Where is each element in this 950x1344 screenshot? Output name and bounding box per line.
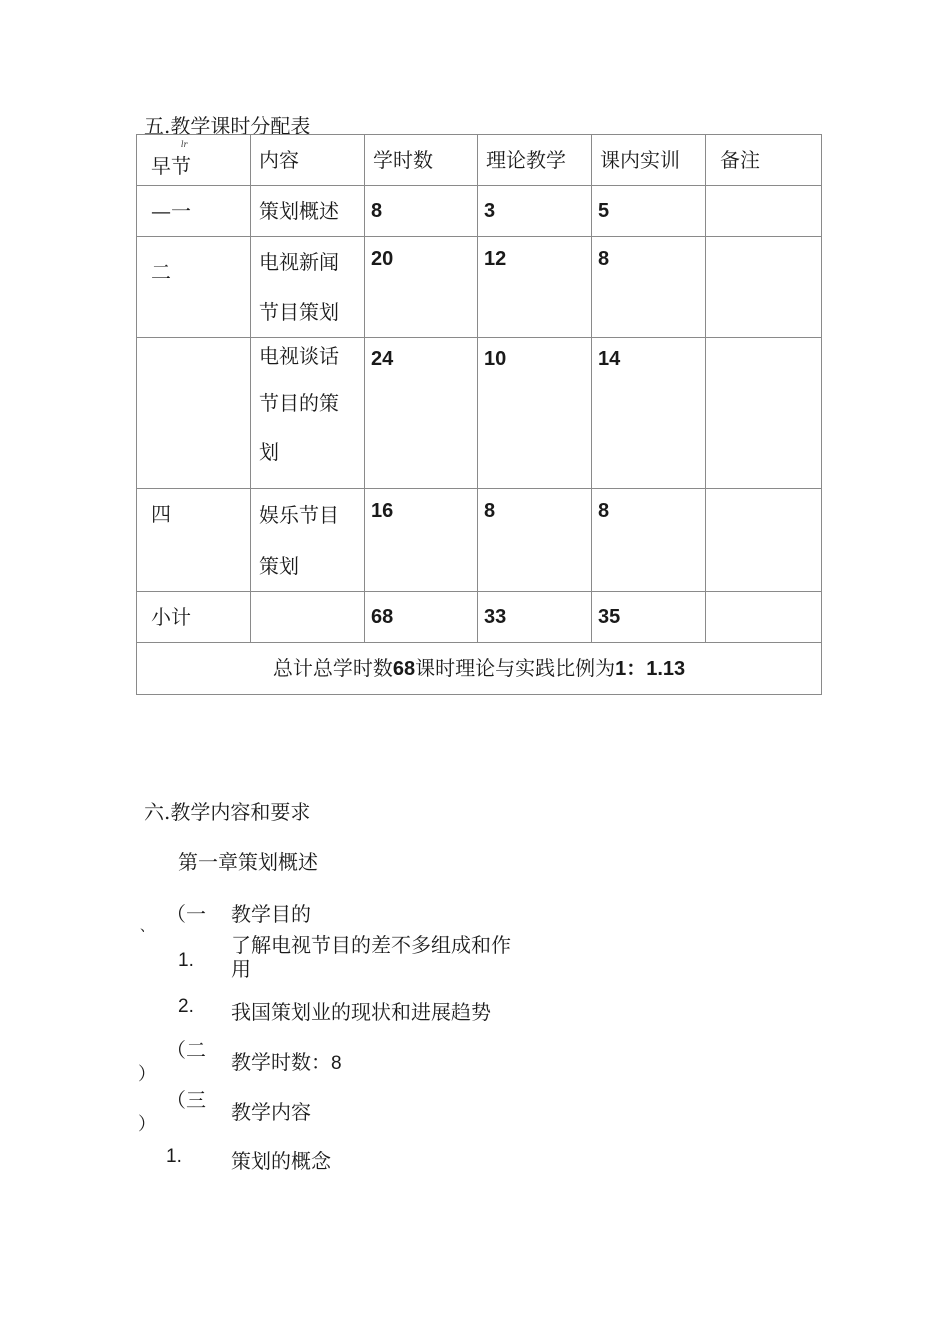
table-row xyxy=(137,186,822,237)
row-theory: 10 xyxy=(478,338,592,489)
row-practice: 14 xyxy=(592,338,706,489)
row-chapter: 二 xyxy=(137,237,251,338)
subtotal-row xyxy=(137,592,822,643)
item-marker: （二 xyxy=(166,1038,206,1062)
row-hours: 8 xyxy=(365,186,478,237)
row-notes xyxy=(706,338,822,489)
subtotal-practice: 35 xyxy=(592,592,706,643)
item-marker-tail: ） xyxy=(138,1064,156,1085)
item-marker: 1. xyxy=(178,950,194,971)
table-header-row xyxy=(137,135,822,186)
row-content: 策划概述 xyxy=(251,186,365,237)
item-text: 教学目的 xyxy=(231,902,311,926)
row-practice: 5 xyxy=(592,186,706,237)
subtotal-theory: 33 xyxy=(478,592,592,643)
header-theory: 理论教学 xyxy=(478,135,592,186)
row-content: 电视谈话 节目的策 划 xyxy=(251,338,365,489)
row-notes xyxy=(706,186,822,237)
header-notes: 备注 xyxy=(706,135,822,186)
row-theory: 8 xyxy=(478,489,592,592)
header-chapter: lr 早节 xyxy=(137,135,251,186)
section-title-5: 五.教学课时分配表 xyxy=(144,114,311,138)
item-text: 策划的概念 xyxy=(231,1149,331,1173)
row-chapter: 四 xyxy=(137,489,251,592)
row-chapter xyxy=(137,338,251,489)
subtotal-label: 小计 xyxy=(137,592,251,643)
item-marker-tail: ） xyxy=(138,1114,156,1135)
item-text: 我国策划业的现状和进展趋势 xyxy=(231,1000,491,1024)
row-practice: 8 xyxy=(592,489,706,592)
item-text: 教学时数：8 xyxy=(231,1050,342,1074)
table-row xyxy=(137,237,822,338)
item-text: 教学内容 xyxy=(231,1100,311,1124)
row-hours: 20 xyxy=(365,237,478,338)
item-marker: （三 xyxy=(166,1088,206,1112)
item-text-line: 了解电视节目的差不多组成和作 xyxy=(231,933,511,957)
subtotal-notes xyxy=(706,592,822,643)
row-practice: 8 xyxy=(592,237,706,338)
header-practice: 课内实训 xyxy=(592,135,706,186)
item-marker: 2. xyxy=(178,996,194,1017)
item-text-line: 用 xyxy=(231,957,251,981)
section-title-6: 六.教学内容和要求 xyxy=(144,800,311,824)
row-hours: 16 xyxy=(365,489,478,592)
row-notes xyxy=(706,237,822,338)
header-chapter-mark: lr xyxy=(181,140,188,149)
item-marker: 1. xyxy=(166,1146,182,1167)
row-hours: 24 xyxy=(365,338,478,489)
total-summary: 总计总学时数68课时理论与实践比例为1：1.13 xyxy=(137,643,822,695)
row-content: 电视新闻 节目策划 xyxy=(251,237,365,338)
row-chapter: —一 xyxy=(137,186,251,237)
table-row xyxy=(137,338,822,489)
row-theory: 12 xyxy=(478,237,592,338)
row-content: 娱乐节目 策划 xyxy=(251,489,365,592)
row-notes xyxy=(706,489,822,592)
subtotal-content xyxy=(251,592,365,643)
total-row xyxy=(137,643,822,695)
header-content: 内容 xyxy=(251,135,365,186)
hours-allocation-table xyxy=(136,134,822,695)
subtotal-hours: 68 xyxy=(365,592,478,643)
row-theory: 3 xyxy=(478,186,592,237)
header-hours: 学时数 xyxy=(365,135,478,186)
item-marker-tail: 、 xyxy=(140,919,154,935)
chapter-title: 第一章策划概述 xyxy=(178,850,318,874)
table-row xyxy=(137,489,822,592)
item-marker: （一 xyxy=(166,902,206,926)
